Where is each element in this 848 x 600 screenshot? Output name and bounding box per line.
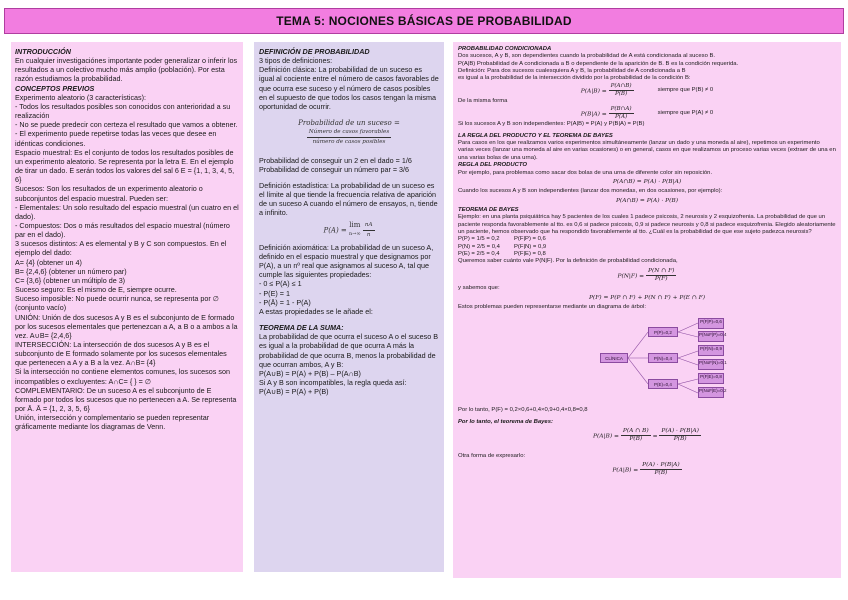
formula-suma: P(A∪B) = P(A) + P(B) – P(A∩B)	[259, 368, 361, 378]
text-queremos: Queremos saber cuánto vale P(N|F). Por la definición de probabilidad condicionada,	[458, 258, 678, 265]
probability-values	[458, 236, 836, 258]
text-union: UNIÓN: Unión de dos sucesos A y B es el subconjunto de E formado por los sucesos elementales que pertenezcan a A, a B o a ambos a la vez. A∪B= {2,4,6}	[15, 312, 238, 340]
text-interseccion: INTERSECCIÓN: La intersección de dos sucesos A y B es el subconjunto de E formado solamente por los sucesos elementales que pertenecen a A y a B a la vez. A∩B= {4}	[15, 340, 227, 368]
text-exp-2: - No se puede predecir con certeza el resultado que vamos a obtener.	[15, 120, 238, 130]
formula-clasica-lhs: Probabilidad de un suceso =	[298, 119, 400, 128]
formula-limite-lhs: P(A) =	[323, 226, 347, 235]
tree-leaf-enof: P(NoF|E)=0,2	[698, 387, 724, 398]
formula-limite-frac: $\frac{nA}{n}$	[364, 221, 373, 238]
text-bayes-ejemplo: Ejemplo: en una planta psiquiátrica hay 5 pacientes de los cuales 1 padece psicosis, 2 neurosis y 2 esquizofrenia. La probabilidad de que un paciente responda favorablemente al tto. es 0,6 si padece psicosis, 0,9 si padece neurosis y 0,8 si padece esquizofrenia. Elegido aleatoriamente un paciente, hemos observado que ha respondido favorablemente al tto. ¿Cuál es la probabilidad de que ese sujeto padezca neurosis?	[458, 214, 836, 235]
text-cond-4: es igual a la probabilidad de la intersección dividido por la probabilidad de la condición B:	[458, 75, 691, 82]
text-suceso-c: C= {3,6} (obtener un múltiplo de 3)	[15, 275, 126, 285]
column-introduction	[11, 42, 243, 572]
text-exp-heading: Experimento aleatorio (3 características):	[15, 92, 147, 102]
text-sabemos: y sabemos que:	[458, 285, 500, 292]
text-regla-intro: Para casos en los que realizamos varios experimentos simultáneamente (lanzar un dado y una moneda al aire), repetimos un experimento varias veces (lanzar una moneda al aire en varias ocasiones) o en general, casos en que realizamos un proceso varias veces (extraer de una en una varias bolas de una urna).	[458, 140, 836, 161]
text-venn: Unión, intersección y complementario se pueden representar gráficamente mediante los diagramas de Venn.	[15, 413, 210, 432]
page-title: TEMA 5: NOCIONES BÁSICAS DE PROBABILIDAD	[276, 14, 572, 28]
probability-tree-diagram	[598, 317, 748, 399]
formula-clasica-num: Número de casos favorables	[307, 128, 391, 138]
formula-producto-2: P(A∩B) = P(A) · P(B)	[615, 197, 679, 204]
prob-fn: P(F|N) = 0,9	[514, 243, 547, 250]
text-axioma-2: - P(E) = 1	[259, 288, 290, 298]
text-elementales: - Elementales: Un solo resultado del espacio muestral (un cuatro en el dado).	[15, 202, 239, 221]
formula-clasica-den: número de casos posibles	[312, 139, 386, 146]
text-def-clasica: Definición clásica: La probabilidad de un suceso es igual al cociente entre el número de casos favorables de que ocurra ese suceso y el número de casos posibles en el supuesto de que todos los casos tengan la misma oportunidad de ocurrir.	[259, 65, 439, 111]
column-definicion	[254, 42, 444, 572]
tree-node-psicosis: P(P)=0,2	[648, 327, 678, 337]
text-def-estadistica: Definición estadística: La probabilidad de un suceso es el límite al que tiende la frecuencia relativa de aparición de un suceso A cuando el número de ensayos, n, tiende a infinito.	[259, 180, 438, 218]
text-intro: En cualquier investigaciónes importante poder generalizar o inferir los resultados a un colectivo mucho más amplio (población). Por esta razón estudiamos la probabilidad.	[15, 56, 238, 84]
tree-leaf-nf: P(F|N)=0,9	[698, 345, 724, 356]
formula-pnf: P(N|F) = $\frac{P(N \cap F)}{P(F)}$	[617, 267, 675, 282]
heading-conceptos: CONCEPTOS PREVIOS	[15, 83, 95, 93]
text-suceso-seguro: Suceso seguro: Es el mismo de E, siempre ocurre.	[15, 285, 177, 295]
prob-fe: P(F|E) = 0,8	[514, 250, 546, 257]
text-cond-2: P(A|B) Probabilidad de A condicionada a B o dependiente de la aparición de B. B es la condición requerida.	[458, 60, 739, 67]
formula-clasica	[259, 119, 439, 147]
tree-leaf-nnof: P(NoF|N)=0,1	[698, 359, 724, 370]
formula-producto: P(A∩B) = P(A) · P(B|A)	[612, 178, 682, 185]
page-title-bar	[4, 8, 844, 34]
text-suceso-imposible: Suceso imposible: No puede ocurrir nunca, se representa por ∅ (conjunto vacío)	[15, 294, 220, 313]
text-cond-3: Definición: Para dos sucesos cualesquiera A y B, la probabilidad de A condicionada a B	[458, 68, 686, 75]
text-suceso-b: B= {2,4,6} (obtener un número par)	[15, 266, 127, 276]
text-incompatibles: Si la intersección no contiene elementos comunes, los sucesos son incompatibles o excluyentes: A∩C= { } = ∅	[15, 367, 230, 386]
formula-suma-incompatibles: P(A∪B) = P(A) + P(B)	[259, 387, 329, 397]
text-otra-forma: Otra forma de expresarlo:	[458, 452, 526, 459]
text-estos-problemas: Estos problemas pueden representarse mediante un diagrama de árbol:	[458, 304, 646, 310]
text-def-axiomatica: Definición axiomática: La probabilidad de un suceso A, definido en el espacio muestral y que designamos por P(A), a un nº real que asignamos al suceso A, tal que cumple las siguientes propiedades:	[259, 242, 434, 280]
text-axioma-3: - P(Ā) = 1 - P(A)	[259, 297, 311, 307]
tree-leaf-ef: P(F|E)=0,8	[698, 373, 724, 384]
formula-limite	[259, 221, 439, 240]
heading-bayes: TEOREMA DE BAYES	[458, 206, 519, 213]
text-suceso-a: A= {4} (obtener un 4)	[15, 257, 82, 267]
text-teorema-suma: La probabilidad de que ocurra el suceso A o el suceso B es igual a la probabilidad de que ocurra A más la probabilidad de que ocurra B, menos la probabilidad de que ocurran ambos, A y B:	[259, 332, 439, 369]
heading-regla-producto-bayes: LA REGLA DEL PRODUCTO Y EL TEOREMA DE BAYES	[458, 132, 613, 139]
text-producto: Por ejemplo, para problemas como sacar dos bolas de una urna de diferente color sin reposición.	[458, 169, 713, 176]
formula-pf: P(F) = P(P ∩ F) + P(N ∩ F) + P(E ∩ F)	[588, 294, 706, 301]
text-axioma-1: - 0 ≤ P(A) ≤ 1	[259, 279, 302, 289]
heading-regla-producto: REGLA DEL PRODUCTO	[458, 162, 527, 169]
tree-leaf-pnof: P(NoF|P)=0,4	[698, 331, 724, 342]
formula-bayes-2: P(A|B) = $\frac{P(A) \cdot P(B|A)}{P(B)}$	[612, 462, 680, 477]
text-sucesos: Sucesos: Son los resultados de un experimento aleatorio o subconjuntos del espacio muestral. Pueden ser:	[15, 184, 203, 203]
prob-pe: P(E) = 2/5 = 0,4	[458, 250, 500, 257]
heading-condicionada: PROBABILIDAD CONDICIONADA	[458, 46, 552, 52]
formula-clasica-frac	[307, 128, 391, 147]
text-exp-1: - Todos los resultados posibles son conocidos con anterioridad a su realización	[15, 101, 231, 121]
formula-condicionada-1: P(A|B) = $\frac{P(A\cap B)}{P(B)}$ siempre que P(B) ≠ 0	[580, 82, 714, 98]
text-teorema-bayes: Por lo tanto, el teorema de Bayes:	[458, 418, 553, 425]
text-cond-1: Dos sucesos, A y B, son dependientes cuando la probabilidad de A está condicionada al suceso B.	[458, 53, 716, 60]
text-compuestos: - Compuestos: Dos o más resultados del espacio muestral (número par en el dado).	[15, 220, 230, 240]
text-axioma-4: A estas propiedades se le añade el:	[259, 306, 373, 316]
formula-limite-op: lim n→∞	[349, 221, 361, 238]
formula-condicionada-2: P(B|A) = $\frac{P(B\cap A)}{P(A)}$ siempre que P(A) ≠ 0	[580, 105, 714, 121]
formula-bayes: P(A|B) = $\frac{P(A \cap B)}{P(B)}$ = $\frac{P(A) \cdot P(B|A)}{P(B)}$	[593, 428, 699, 443]
heading-teorema-suma: TEOREMA DE LA SUMA:	[259, 323, 344, 333]
text-misma-forma: De la misma forma	[458, 98, 508, 105]
text-producto-independientes: Cuando los sucesos A y B son independientes (lanzar dos monedas, en dos ocasiones, por ejemplo):	[458, 188, 723, 195]
text-ejemplo-2: Probabilidad de conseguir un número par = 3/6	[259, 164, 410, 174]
tree-leaf-pf: P(F|P)=0,6	[698, 318, 724, 329]
text-independientes: Si los sucesos A y B son independientes: P(A|B) = P(A) y P(B|A) = P(B)	[458, 121, 645, 128]
prob-fp: P(F|P) = 0,6	[514, 236, 546, 243]
text-espacio-muestral: Espacio muestral: Es el conjunto de todos los resultados posibles de un experimento aleatorio. Se representa por la letra E. En el ejemplo de tirar un dado. E serán todos los valores del sal 6 E = {1, 1, 3, 4, 5, 6}	[15, 147, 235, 185]
prob-pn: P(N) = 2/5 = 0,4	[458, 243, 500, 250]
text-tres-tipos: 3 tipos de definiciones:	[259, 56, 333, 66]
column-condicionada	[453, 42, 841, 578]
tree-node-neurosis: P(N)=0,4	[648, 353, 678, 363]
text-tres-sucesos: 3 sucesos distintos: A es elemental y B y C son compuestos. En el ejemplo del dado:	[15, 239, 227, 258]
text-ejemplo-1: Probabilidad de conseguir un 2 en el dado = 1/6	[259, 155, 412, 165]
tree-node-clinica: CLÍNICA	[600, 353, 628, 363]
heading-definicion: DEFINICIÓN DE PROBABILIDAD	[259, 47, 370, 56]
tree-node-esquizofrenia: P(E)=0,4	[648, 379, 678, 389]
text-incompatibles-regla: Si A y B son incompatibles, la regla queda así:	[259, 378, 407, 387]
text-por-tanto: Por lo tanto, P(F) = 0,2×0,6+0,4×0,9+0,4×0,8=0,8	[458, 407, 588, 414]
text-exp-3: - El experimento puede repetirse todas las veces que desee en idénticas condiciones.	[15, 129, 217, 148]
text-complementario: COMPLEMENTARIO: De un suceso A es el subconjunto de E formado por todos los sucesos que no pertenecen a A. Se representa por Ā. Ā = {1, 2, 3, 5, 6}	[15, 385, 237, 414]
heading-introduccion: INTRODUCCIÓN	[15, 47, 71, 56]
prob-pp: P(P) = 1/5 = 0,2	[458, 236, 500, 243]
